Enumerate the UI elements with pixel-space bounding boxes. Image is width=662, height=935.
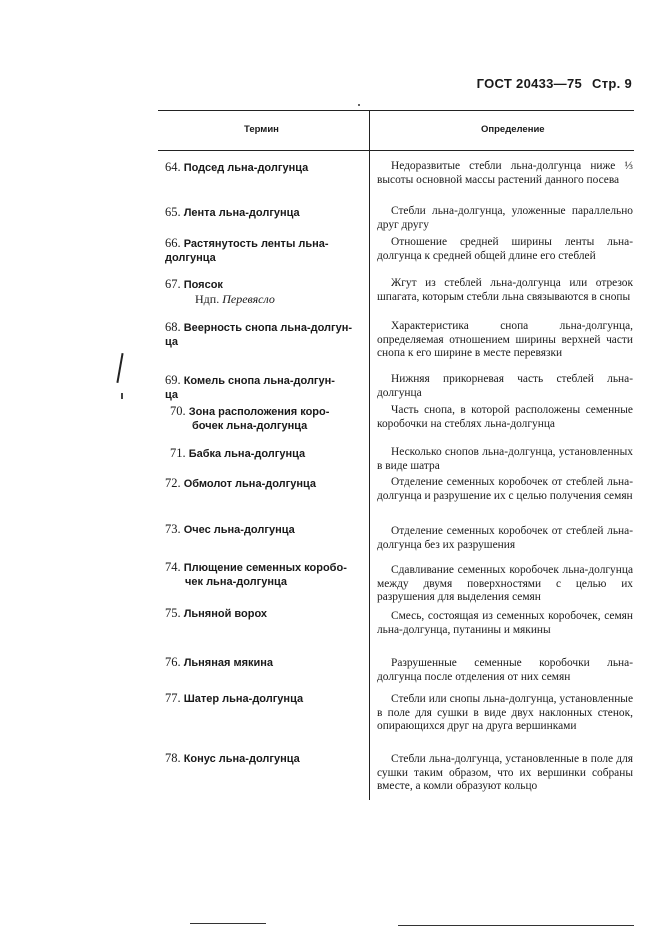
term-cell xyxy=(165,560,363,589)
deprecated-prefix: Ндп. xyxy=(195,292,220,306)
entry-number: 66. xyxy=(165,236,181,250)
term-text: Конус льна-долгунца xyxy=(183,753,300,765)
term-text: Льняная мякина xyxy=(183,657,274,669)
term-text-cont: ца xyxy=(165,336,179,348)
margin-pen-tick xyxy=(121,393,123,399)
term-text: Шатер льна-долгунца xyxy=(183,693,304,705)
term-text: Поясок xyxy=(183,279,223,291)
definition-cell: Разрушенные семенные коробочки льна-долгунца после отделения от них семян xyxy=(377,657,633,683)
term-cell xyxy=(170,404,363,433)
definition-cell: Стебли льна-долгунца, уложенные параллельно друг другу xyxy=(377,205,633,231)
entry-number: 75. xyxy=(165,606,181,620)
table-header-rule xyxy=(158,150,634,151)
term-text: Льняной ворох xyxy=(183,608,268,620)
standard-number: ГОСТ 20433—75 xyxy=(476,76,583,91)
term-cell xyxy=(170,446,363,461)
term-text: Лента льна-долгунца xyxy=(183,207,300,219)
definition-cell: Стебли или снопы льна-долгунца, установленные в поле для сушки в виде двух наклонных стенок, опирающихся друг на друга вершинками xyxy=(377,693,633,733)
entry-number: 73. xyxy=(165,522,181,536)
entry-number: 70. xyxy=(170,404,186,418)
definition-cell: Смесь, состоящая из семенных коробочек, семян льна-долгунца, путанины и мякины xyxy=(377,610,633,636)
entry-number: 65. xyxy=(165,205,181,219)
entry-number: 69. xyxy=(165,373,181,387)
term-text: Веерность снопа льна-долгун- xyxy=(183,322,353,334)
term-text: Подсед льна-долгунца xyxy=(183,162,309,174)
definition-cell: Часть снопа, в которой расположены семенные коробочки на стеблях льна-долгунца xyxy=(377,404,633,430)
term-cell xyxy=(165,320,363,349)
entry-number: 71. xyxy=(170,446,186,460)
term-text: Очес льна-долгунца xyxy=(183,524,295,536)
term-text-cont: долгунца xyxy=(165,252,216,264)
entry-number: 72. xyxy=(165,476,181,490)
definition-cell: Отношение средней ширины ленты льна-долгунца к средней общей длине его стеблей xyxy=(377,236,633,262)
definition-cell: Нижняя прикорневая часть стеблей льна-долгунца xyxy=(377,373,633,399)
definition-cell: Отделение семенных коробочек от стеблей льна-долгунца без их разрушения xyxy=(377,525,633,551)
term-cell xyxy=(165,373,363,402)
deprecated-term-text: Перевясло xyxy=(222,292,275,306)
deprecated-term xyxy=(165,292,363,306)
term-cell xyxy=(165,655,363,670)
term-text: Обмолот льна-долгунца xyxy=(183,478,317,490)
term-text: Бабка льна-долгунца xyxy=(188,448,306,460)
term-cell xyxy=(165,236,363,265)
definition-cell: Несколько снопов льна-долгунца, установленных в виде шатра xyxy=(377,446,633,472)
footer-rule-right xyxy=(398,925,634,926)
page-header xyxy=(477,76,632,91)
term-cell xyxy=(165,476,363,491)
entry-number: 74. xyxy=(165,560,181,574)
term-cell xyxy=(165,205,363,220)
definition-cell: Жгут из стеблей льна-долгунца или отрезок шпагата, которым стебли льна связываются в снопы xyxy=(377,277,633,303)
definition-cell: Отделение семенных коробочек от стеблей льна-долгунца и разрушение их с целью получения семян xyxy=(377,476,633,502)
entry-number: 68. xyxy=(165,320,181,334)
speck xyxy=(358,104,360,106)
column-header-definition: Определение xyxy=(481,124,545,135)
term-text-cont: бочек льна-долгунца xyxy=(192,420,308,432)
term-text: Плющение семенных коробо- xyxy=(183,562,347,574)
margin-pen-mark xyxy=(116,353,123,383)
definition-cell: Характеристика снопа льна-долгунца, определяемая отношением ширины верхней части снопа к его ширине в месте перевязки xyxy=(377,320,633,360)
page-number: Стр. 9 xyxy=(592,76,632,91)
term-cell xyxy=(165,691,363,706)
table-top-rule xyxy=(158,110,634,111)
entry-number: 76. xyxy=(165,655,181,669)
term-text: Растянутость ленты льна- xyxy=(183,238,329,250)
term-text: Зона расположения коро- xyxy=(188,406,330,418)
term-text-cont: ца xyxy=(165,389,179,401)
column-header-term: Термин xyxy=(244,124,279,135)
term-cell xyxy=(165,277,363,306)
term-cell xyxy=(165,160,363,175)
entry-number: 78. xyxy=(165,751,181,765)
footer-rule-left xyxy=(190,923,266,924)
term-cell xyxy=(165,751,363,766)
term-cell xyxy=(165,606,363,621)
term-text: Комель снопа льна-долгун- xyxy=(183,375,335,387)
column-divider xyxy=(369,110,370,800)
definition-cell: Недоразвитые стебли льна-долгунца ниже ⅓ высоты основной массы растений данного посева xyxy=(377,160,633,186)
entry-number: 64. xyxy=(165,160,181,174)
term-text-cont: чек льна-долгунца xyxy=(185,576,288,588)
entry-number: 67. xyxy=(165,277,181,291)
definition-cell: Сдавливание семенных коробочек льна-долгунца между двумя поверхностями с целью их разрушения для выделения семян xyxy=(377,564,633,604)
entry-number: 77. xyxy=(165,691,181,705)
term-cell xyxy=(165,522,363,537)
definition-cell: Стебли льна-долгунца, установленные в поле для сушки таким образом, что их вершинки собраны вместе, а комли образуют кольцо xyxy=(377,753,633,793)
